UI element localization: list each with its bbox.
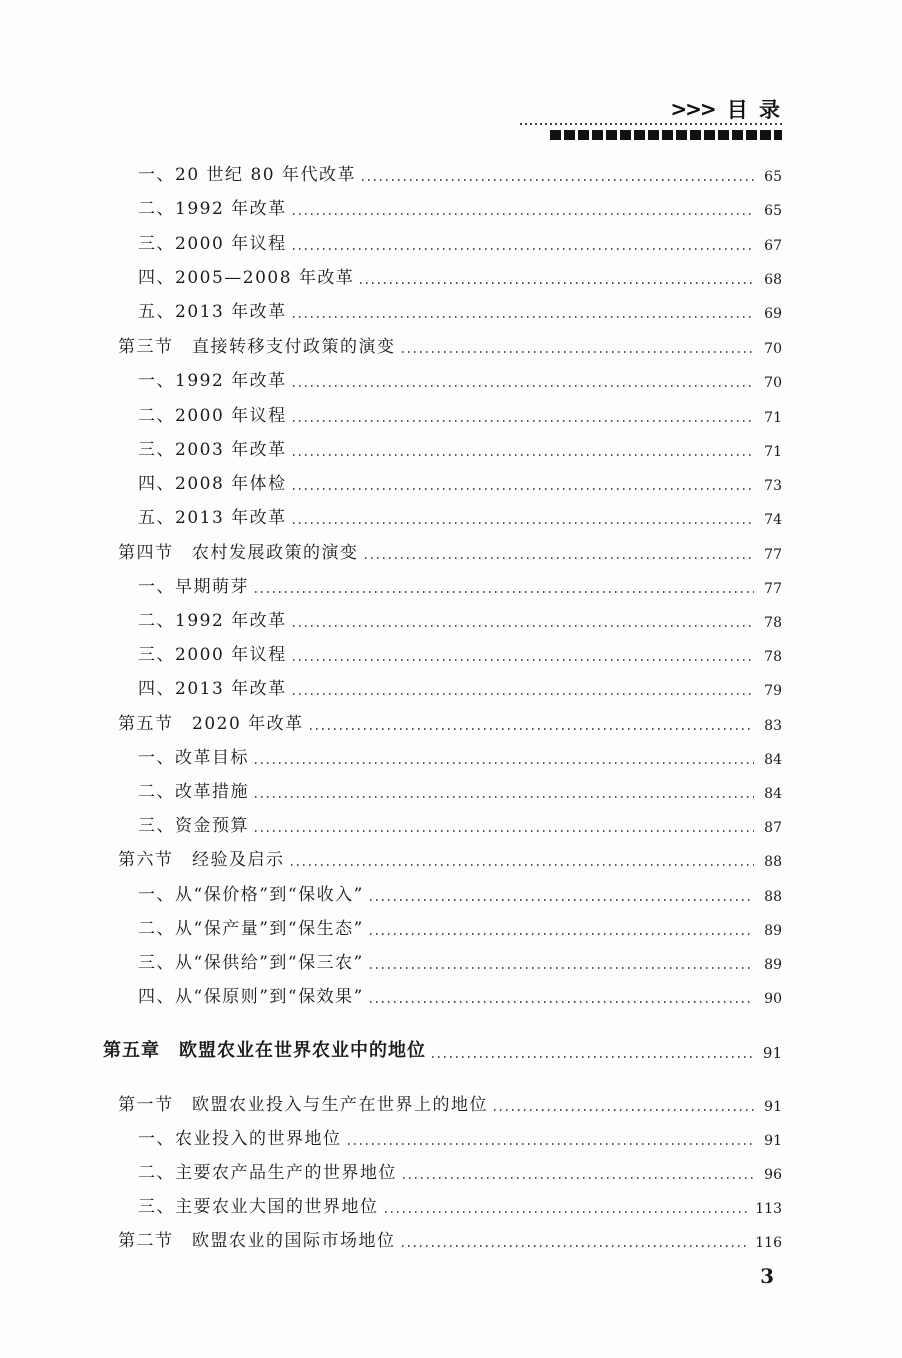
toc-entry-page: 84 bbox=[764, 752, 782, 768]
toc-section-entry bbox=[118, 845, 782, 870]
header-dotted-rule bbox=[520, 123, 782, 125]
toc-entry-page: 68 bbox=[764, 272, 782, 288]
toc-entry-label: 三、2003 年改革 bbox=[138, 440, 287, 460]
toc-entry-page: 65 bbox=[764, 169, 782, 185]
toc-entry-page: 70 bbox=[764, 341, 782, 357]
dot-leader bbox=[255, 762, 754, 764]
toc-subsection-entry bbox=[138, 1192, 782, 1217]
page-number: 3 bbox=[760, 1264, 774, 1288]
toc-section-entry bbox=[118, 538, 782, 563]
toc-entry-label: 一、改革目标 bbox=[138, 748, 249, 768]
toc-entry-label: 四、2013 年改革 bbox=[138, 679, 287, 699]
header-title-text: 目 录 bbox=[726, 98, 782, 122]
toc-subsection-entry bbox=[138, 160, 782, 185]
toc-entry-page: 113 bbox=[755, 1201, 782, 1217]
dot-leader bbox=[370, 933, 754, 935]
toc-entry-page: 83 bbox=[764, 718, 782, 734]
toc-subsection-entry bbox=[138, 572, 782, 597]
toc-entry-label: 三、2000 年议程 bbox=[138, 645, 287, 665]
toc-entry-label: 五、2013 年改革 bbox=[138, 508, 287, 528]
toc-entry-page: 71 bbox=[764, 410, 782, 426]
toc-entry-label: 三、从“保供给”到“保三农” bbox=[138, 953, 364, 973]
toc-entry-label: 一、早期萌芽 bbox=[138, 577, 249, 597]
toc-entry-page: 67 bbox=[764, 238, 782, 254]
dot-leader bbox=[365, 557, 755, 559]
toc-section-entry bbox=[118, 709, 782, 734]
toc-entry-page: 84 bbox=[764, 786, 782, 802]
toc-section-entry bbox=[118, 1226, 782, 1251]
toc-entry-label: 第一节 欧盟农业投入与生产在世界上的地位 bbox=[118, 1095, 488, 1115]
toc-entry-page: 77 bbox=[764, 581, 782, 597]
toc-entry-page: 90 bbox=[764, 991, 782, 1007]
toc-subsection-entry bbox=[138, 401, 782, 426]
toc-subsection-entry bbox=[138, 914, 782, 939]
toc-entry-label: 四、2005—2008 年改革 bbox=[138, 268, 355, 288]
toc-entry-label: 第二节 欧盟农业的国际市场地位 bbox=[118, 1231, 396, 1251]
toc-entry-label: 四、2008 年体检 bbox=[138, 474, 287, 494]
dot-leader bbox=[293, 248, 754, 250]
toc-entry-label: 一、从“保价格”到“保收入” bbox=[138, 885, 364, 905]
toc-subsection-entry bbox=[138, 811, 782, 836]
toc-entry-page: 88 bbox=[764, 889, 782, 905]
toc-entry-label: 四、从“保原则”到“保效果” bbox=[138, 987, 364, 1007]
toc-subsection-entry bbox=[138, 1124, 782, 1149]
chevrons-icon: >>> bbox=[670, 97, 715, 121]
toc-entry-page: 89 bbox=[764, 923, 782, 939]
toc-entry-label: 二、主要农产品生产的世界地位 bbox=[138, 1163, 397, 1183]
dot-leader bbox=[310, 728, 754, 730]
dot-leader bbox=[403, 1177, 754, 1179]
toc-entry-label: 第五章 欧盟农业在世界农业中的地位 bbox=[103, 1040, 426, 1061]
toc-entry-label: 第五节 2020 年改革 bbox=[118, 714, 304, 734]
dot-leader bbox=[293, 385, 754, 387]
toc-entry-page: 116 bbox=[755, 1235, 782, 1251]
dot-leader bbox=[293, 213, 754, 215]
toc-entry-label: 三、资金预算 bbox=[138, 816, 249, 836]
toc-entry-label: 五、2013 年改革 bbox=[138, 302, 287, 322]
toc-subsection-entry bbox=[138, 469, 782, 494]
toc-subsection-entry bbox=[138, 743, 782, 768]
dot-leader bbox=[402, 351, 755, 353]
toc-subsection-entry bbox=[138, 777, 782, 802]
header-title bbox=[670, 94, 782, 124]
header-block-rule bbox=[550, 130, 782, 140]
toc-entry-label: 三、2000 年议程 bbox=[138, 234, 287, 254]
toc-section-entry bbox=[118, 1090, 782, 1115]
toc-entry-label: 二、从“保产量”到“保生态” bbox=[138, 919, 364, 939]
dot-leader bbox=[385, 1211, 750, 1213]
toc-subsection-entry bbox=[138, 1158, 782, 1183]
dot-leader bbox=[362, 179, 754, 181]
dot-leader bbox=[432, 1056, 754, 1058]
dot-leader bbox=[402, 1245, 750, 1247]
dot-leader bbox=[293, 522, 754, 524]
dot-leader bbox=[255, 830, 754, 832]
toc-entry-page: 74 bbox=[764, 512, 782, 528]
toc-entry-label: 二、1992 年改革 bbox=[138, 611, 287, 631]
toc-section-entry bbox=[118, 332, 782, 357]
toc-entry-label: 二、改革措施 bbox=[138, 782, 249, 802]
toc-subsection-entry bbox=[138, 503, 782, 528]
toc-entry-page: 91 bbox=[764, 1133, 782, 1149]
dot-leader bbox=[255, 591, 754, 593]
dot-leader bbox=[348, 1143, 755, 1145]
dot-leader bbox=[494, 1109, 754, 1111]
dot-leader bbox=[360, 282, 754, 284]
toc-subsection-entry bbox=[138, 674, 782, 699]
toc-entry-page: 70 bbox=[764, 375, 782, 391]
dot-leader bbox=[370, 899, 754, 901]
toc-entry-label: 三、主要农业大国的世界地位 bbox=[138, 1197, 379, 1217]
toc-entry-page: 91 bbox=[764, 1099, 782, 1115]
toc-entry-page: 77 bbox=[764, 547, 782, 563]
toc-subsection-entry bbox=[138, 297, 782, 322]
toc-entry-page: 71 bbox=[764, 444, 782, 460]
dot-leader bbox=[293, 625, 754, 627]
toc-entry-label: 一、农业投入的世界地位 bbox=[138, 1129, 342, 1149]
dot-leader bbox=[370, 967, 754, 969]
toc-subsection-entry bbox=[138, 982, 782, 1007]
toc-entry-label: 第六节 经验及启示 bbox=[118, 850, 285, 870]
dot-leader bbox=[293, 420, 754, 422]
toc-entry-label: 第四节 农村发展政策的演变 bbox=[118, 543, 359, 563]
dot-leader bbox=[293, 693, 754, 695]
dot-leader bbox=[255, 796, 754, 798]
toc-subsection-entry bbox=[138, 263, 782, 288]
toc-entry-page: 88 bbox=[764, 854, 782, 870]
toc-entry-page: 91 bbox=[762, 1044, 782, 1062]
dot-leader bbox=[293, 488, 754, 490]
toc-entry-page: 69 bbox=[764, 306, 782, 322]
toc-subsection-entry bbox=[138, 606, 782, 631]
toc-entry-page: 96 bbox=[764, 1167, 782, 1183]
running-header bbox=[520, 92, 782, 142]
dot-leader bbox=[293, 454, 754, 456]
dot-leader bbox=[293, 659, 754, 661]
toc-subsection-entry bbox=[138, 366, 782, 391]
dot-leader bbox=[293, 316, 754, 318]
toc-subsection-entry bbox=[138, 948, 782, 973]
toc-entry-page: 89 bbox=[764, 957, 782, 973]
toc-entry-label: 第三节 直接转移支付政策的演变 bbox=[118, 337, 396, 357]
toc-subsection-entry bbox=[138, 640, 782, 665]
toc-chapter-entry bbox=[103, 1036, 782, 1062]
toc-subsection-entry bbox=[138, 435, 782, 460]
toc-subsection-entry bbox=[138, 880, 782, 905]
dot-leader bbox=[370, 1001, 754, 1003]
toc-entry-page: 78 bbox=[764, 649, 782, 665]
toc-entry-page: 87 bbox=[764, 820, 782, 836]
toc-entry-label: 一、1992 年改革 bbox=[138, 371, 287, 391]
toc-subsection-entry bbox=[138, 194, 782, 219]
toc-subsection-entry bbox=[138, 229, 782, 254]
dot-leader bbox=[291, 864, 755, 866]
toc-entry-page: 65 bbox=[764, 203, 782, 219]
toc-entry-label: 二、1992 年改革 bbox=[138, 199, 287, 219]
toc-entry-page: 73 bbox=[764, 478, 782, 494]
toc-entry-page: 79 bbox=[764, 683, 782, 699]
toc-entry-label: 二、2000 年议程 bbox=[138, 406, 287, 426]
toc-entry-label: 一、20 世纪 80 年代改革 bbox=[138, 165, 356, 185]
toc-entry-page: 78 bbox=[764, 615, 782, 631]
